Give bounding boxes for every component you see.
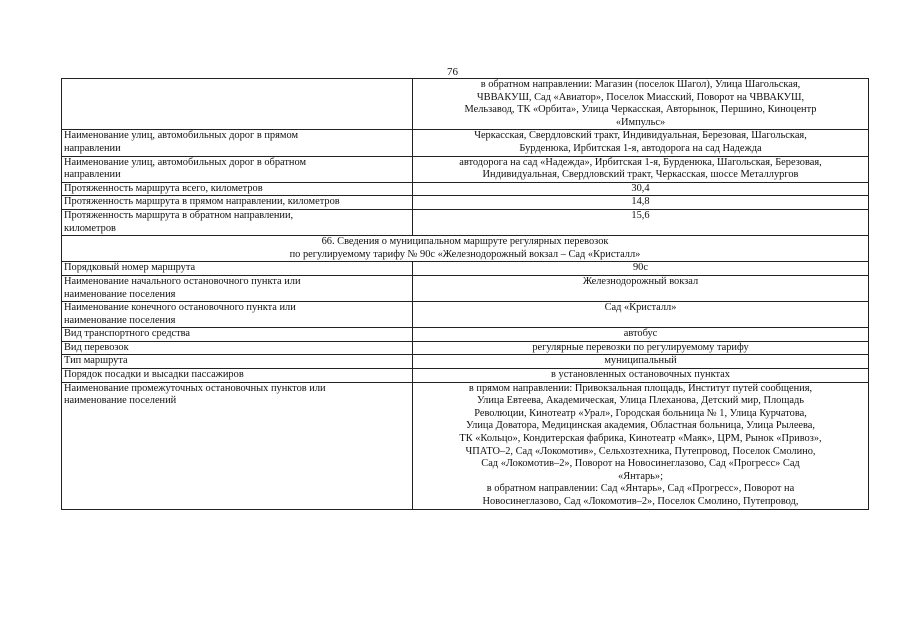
row-value-line: в установленных остановочных пунктах <box>551 369 730 381</box>
table-row-length-forward <box>62 196 869 210</box>
row-value-cell <box>413 328 869 342</box>
row-value-line: регулярные перевозки по регулируемому тарифу <box>532 341 749 353</box>
row-value-cell <box>413 355 869 369</box>
row-value-cell <box>413 156 869 182</box>
row-value-line: в прямом направлении: Привокзальная площадь, Институт путей сообщения, <box>468 382 813 394</box>
table-row-continuation <box>62 79 869 130</box>
row-label-line: Протяженность маршрута в обратном направлении, <box>64 209 294 221</box>
row-value-cell <box>413 369 869 383</box>
row-label-line: Порядковый номер маршрута <box>64 262 196 274</box>
row-label-line: Протяженность маршрута в прямом направлении, километров <box>64 196 340 208</box>
table-row-streets-backward <box>62 156 869 182</box>
table-row-length-backward <box>62 209 869 235</box>
row-value-line: Бурденюка, Ирбитская 1-я, автодорога на сад Надежда <box>519 142 762 154</box>
row-value-cell <box>413 262 869 276</box>
row-label-cell <box>62 302 413 328</box>
row-value-line: Индивидуальная, Свердловский тракт, Черкасская, шоссе Металлургов <box>482 169 799 181</box>
row-value-line: автодорога на сад «Надежда», Ирбитская 1-я, Бурденюка, Шагольская, Березовая, <box>459 156 822 168</box>
row-value-line: Железнодорожный вокзал <box>582 275 699 287</box>
section-heading <box>62 236 869 262</box>
row-label-cell <box>62 196 413 210</box>
row-value-line: муниципальный <box>604 355 677 367</box>
row-label-cell <box>62 130 413 156</box>
row-value-line: 15,6 <box>631 209 650 221</box>
row-label-cell <box>62 275 413 301</box>
page-number: 76 <box>447 66 458 78</box>
row-value-line: 90с <box>632 262 648 274</box>
table-row-end-stop <box>62 302 869 328</box>
row-value-cell <box>413 302 869 328</box>
row-value-cell <box>413 341 869 355</box>
row-value-line: Новосинеглазово, Сад «Локомотив–2», Поселок Смолино, Путепровод, <box>482 496 799 507</box>
table-row-boarding-order <box>62 369 869 383</box>
row-label-line: наименование поселения <box>64 314 176 326</box>
row-label-line: Наименование начального остановочного пункта или <box>64 275 301 287</box>
row-label-line: Наименование промежуточных остановочных пунктов или <box>64 382 326 394</box>
row-label-line: направлении <box>64 169 121 181</box>
row-label-line: Наименование конечного остановочного пункта или <box>64 302 296 314</box>
row-label-cell <box>62 382 413 509</box>
row-value-cell <box>413 182 869 196</box>
row-label-line: наименование поселения <box>64 288 176 300</box>
row-label-line: Тип маршрута <box>64 355 128 367</box>
row-value-line: ЧПАТО–2, Сад «Локомотив», Сельхозтехника, Путепровод, Поселок Смолино, <box>465 445 816 457</box>
row-value-cell <box>413 79 869 130</box>
row-value-line: Сад «Локомотив–2», Поворот на Новосинеглазово, Сад «Прогресс» Сад <box>481 458 800 470</box>
row-value-line: «Импульс» <box>615 116 666 128</box>
row-value-line: в обратном направлении: Сад «Янтарь», Сад «Прогресс», Поворот на <box>486 483 795 495</box>
table-row-streets-forward <box>62 130 869 156</box>
row-label-cell <box>62 341 413 355</box>
row-value-line: Улица Доватора, Медицинская академия, Областная больница, Улица Рылеева, <box>465 420 816 432</box>
row-label-line: Наименование улиц, автомобильных дорог в прямом <box>64 130 299 142</box>
row-label-cell <box>62 262 413 276</box>
row-value-cell <box>413 382 869 509</box>
row-label-cell <box>62 79 413 130</box>
row-label-line: наименование поселений <box>64 395 177 407</box>
row-value-line: Улица Евтеева, Академическая, Улица Плеханова, Детский мир, Площадь <box>476 395 805 407</box>
row-value-cell <box>413 275 869 301</box>
table-row-route-number <box>62 262 869 276</box>
row-label-cell <box>62 209 413 235</box>
row-label-line: Наименование улиц, автомобильных дорог в обратном <box>64 156 307 168</box>
table-row-start-stop <box>62 275 869 301</box>
row-value-line: ТК «Кольцо», Кондитерская фабрика, Кинотеатр «Маяк», ЦРМ, Рынок «Привоз», <box>459 433 822 445</box>
row-value-line: в обратном направлении: Магазин (поселок Шагол), Улица Шагольская, <box>480 79 801 90</box>
row-value-line: Мельзавод, ТК «Орбита», Улица Черкасская, Авторынок, Першино, Киноцентр <box>464 104 817 116</box>
row-value-line: Революции, Кинотеатр «Урал», Городская больница № 1, Улица Курчатова, <box>474 407 807 419</box>
row-label-line: Вид перевозок <box>64 341 129 353</box>
table-row-section-66 <box>62 236 869 262</box>
row-value-line: Черкасская, Свердловский тракт, Индивидуальная, Березовая, Шагольская, <box>474 130 807 142</box>
row-label-cell <box>62 369 413 383</box>
section-heading-line: по регулируемому тарифу № 90с «Железнодорожный вокзал – Сад «Кристалл» <box>289 248 641 260</box>
row-label-cell <box>62 328 413 342</box>
table-row-vehicle-type <box>62 328 869 342</box>
table-row-intermediate-stops <box>62 382 869 509</box>
row-value-cell <box>413 130 869 156</box>
row-value-line: автобус <box>623 328 658 340</box>
table-row-transport-kind <box>62 341 869 355</box>
row-label-cell <box>62 355 413 369</box>
row-value-line: «Янтарь»; <box>618 470 663 482</box>
row-value-line: 30,4 <box>631 182 650 194</box>
row-label-cell <box>62 182 413 196</box>
row-value-cell <box>413 196 869 210</box>
row-value-line: ЧВВАКУШ, Сад «Авиатор», Поселок Миасский, Поворот на ЧВВАКУШ, <box>476 91 805 103</box>
row-value-line: Сад «Кристалл» <box>604 302 677 314</box>
row-label-cell <box>62 156 413 182</box>
row-label-line: километров <box>64 222 116 234</box>
section-heading-line: 66. Сведения о муниципальном маршруте регулярных перевозок <box>321 236 609 248</box>
table-row-route-type <box>62 355 869 369</box>
table-row-length-total <box>62 182 869 196</box>
row-label-line: направлении <box>64 142 121 154</box>
row-label-line: Порядок посадки и высадки пассажиров <box>64 369 244 381</box>
row-label-line: Протяженность маршрута всего, километров <box>64 182 263 194</box>
row-value-line: 14,8 <box>631 196 650 208</box>
row-label-line: Вид транспортного средства <box>64 328 191 340</box>
route-info-table <box>61 78 869 510</box>
row-value-cell <box>413 209 869 235</box>
